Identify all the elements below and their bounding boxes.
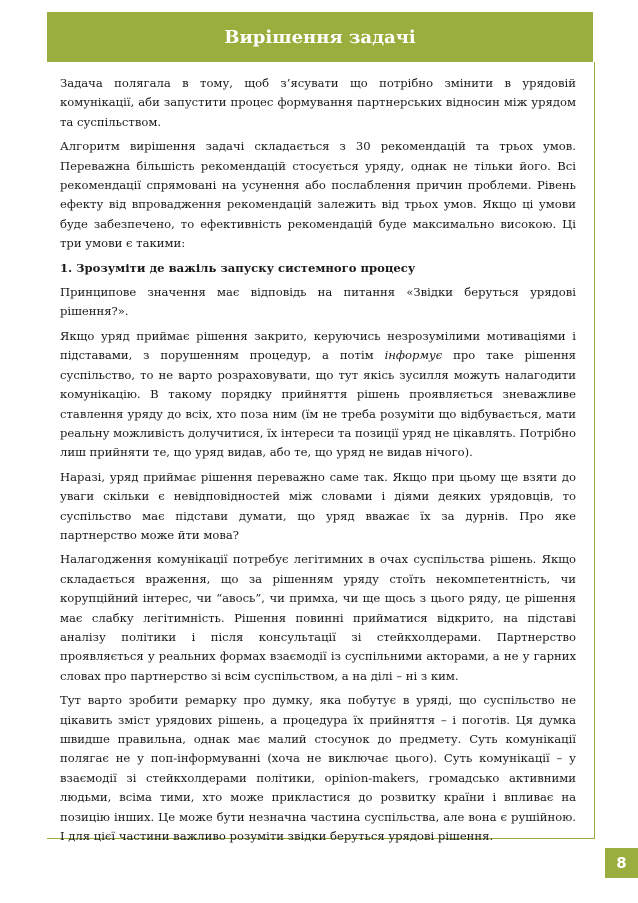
paragraph-task: Задача полягала в тому, щоб з’ясувати що потрібно змінити в урядовій комунікації, аби запустити процес формування партнерських відносин між урядом та суспільством. (60, 76, 576, 129)
paragraph-remark: Тут варто зробити ремарку про думку, яка побутує в уряді, що суспільство не цікавить зміст урядових рішень, а процедура їх прийняття – і поготів. Ця думка швидше правильна, однак має малий стосунок до предмету. Суть комунікації полягає не у поп-інформуванні (хоча не виключає цього). Суть комунікації – у взаємодії зі стейкхолдерами політики, opinion-makers, громадсько активними людьми, всіма тими, хто може прикластися до розвитку країни і впливає на позицію інших. Це може бути незначна частина суспільства, але вона є рушійною. І для цієї частини важливо розуміти звідки беруться урядові рішення. (60, 693, 576, 844)
right-border-line (594, 62, 595, 838)
page-number: 8 (616, 854, 627, 872)
subheading-condition-1: 1. Зрозуміти де важіль запуску системного процесу (60, 260, 416, 275)
section-header-banner (47, 12, 593, 62)
body-text (60, 74, 576, 851)
paragraph-question: Принципове значення має відповідь на питання «Звідки беруться урядові рішення?». (60, 285, 576, 319)
paragraph-legitimacy: Налагодження комунікації потребує легітимних в очах суспільства рішень. Якщо складається враження, що за рішенням уряду стоїть некомпетентність, чи корупційний інтерес, чи “авось”, чи примха, чи ще щось з цього ряду, це рішення має слабку легітимність. Рішення повинні прийматися відкрито, на підставі аналізу політики і після консультації зі стейкхолдерами. Партнерство проявляється у реальних формах взаємодії із суспільними акторами, а не у гарних словах про партнерство зі всім суспільством, а на ділі – ні з ким. (60, 552, 576, 683)
section-title: Вирішення задачі (224, 26, 416, 48)
page-number-badge (605, 848, 638, 878)
emphasis-text: інформує (384, 348, 443, 363)
paragraph-current-state: Наразі, уряд приймає рішення переважно саме так. Якщо при цьому ще взяти до уваги скільки є невідповідностей між словами і діями деяких урядовців, то суспільство має підстави думати, що уряд вважає їх за дурнів. Про яке партнерство може йти мова? (60, 469, 576, 542)
paragraph-text: про таке рішення суспільство, то не варто розраховувати, що тут якісь зусилля можуть налагодити комунікацію. В такому порядку прийняття рішень проявляється зневажливе ставлення уряду до всіх, хто поза ним (їм не треба розуміти що відбувається, мати реальну можливість долучитися, їх інтереси та позиції уряд не цікавлять. Потрібно лиш прийняти те, що уряд видав, або те, що уряд не видав нічого). (60, 348, 576, 460)
paragraph-text: Якщо уряд приймає рішення закрито, керуючись незрозумілими мотиваціями і підставами, з порушенням процедур, а потім (60, 328, 576, 363)
paragraph-closed-decisions (60, 327, 576, 463)
paragraph-algorithm: Алгоритм вирішення задачі складається з 30 рекомендацій та трьох умов. Переважна більшість рекомендацій стосується уряду, однак не тільки його. Всі рекомендації спрямовані на усунення або послаблення причин проблеми. Рівень ефекту від впровадження рекомендацій залежить від трьох умов. Якщо ці умови буде забезпечено, то ефективність рекомендацій буде максимально високою. Ці три умови є такими: (60, 139, 576, 251)
